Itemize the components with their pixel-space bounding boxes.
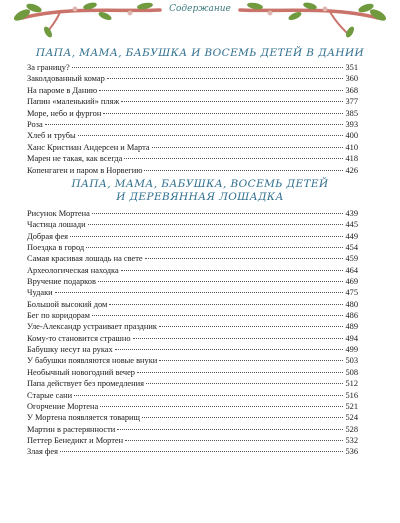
toc-entry-page: 532 <box>345 435 358 445</box>
dot-leader <box>86 241 343 248</box>
dot-leader <box>92 207 344 214</box>
toc-entry-title: Ханс Кристиан Андерсен и Марта <box>27 142 150 152</box>
toc-list-denmark <box>27 62 358 176</box>
toc-entry-page: 360 <box>345 74 358 84</box>
dot-leader <box>70 230 343 237</box>
dot-leader <box>137 366 343 373</box>
dot-leader <box>142 411 343 418</box>
toc-entry-page: 536 <box>345 447 358 457</box>
toc-entry-title: Огорчение Мортена <box>27 401 99 411</box>
dot-leader <box>98 275 344 282</box>
dot-leader <box>133 332 344 339</box>
dot-leader <box>159 320 343 327</box>
toc-entry-title: Уле-Александр устраивает праздник <box>27 322 157 332</box>
dot-leader <box>109 298 343 305</box>
toc-entry-page: 393 <box>345 120 358 130</box>
toc-entry-title: Море, небо и фургон <box>27 108 102 118</box>
toc-entry-page: 475 <box>345 288 358 298</box>
dot-leader <box>78 129 344 136</box>
dot-leader <box>144 164 343 171</box>
toc-entry-page: 524 <box>345 413 358 423</box>
dot-leader <box>72 61 344 68</box>
dot-leader <box>103 107 343 114</box>
toc-entry-title: За границу? <box>27 63 70 72</box>
dot-leader <box>121 264 344 271</box>
toc-entry[interactable] <box>27 165 358 176</box>
toc-entry-page: 377 <box>345 97 358 107</box>
toc-entry-title: Рисунок Мортена <box>27 209 90 218</box>
toc-entry-title: У Мортена появляется товарищ <box>27 413 140 423</box>
section-title-wooden-horse: ПАПА, МАМА, БАБУШКА, ВОСЕМЬ ДЕТЕЙ И ДЕРЕВЯННАЯ ЛОШАДКА <box>71 178 329 203</box>
toc-entry-page: 410 <box>345 142 358 152</box>
dot-leader <box>125 434 343 441</box>
toc-entry-page: 480 <box>345 299 358 309</box>
toc-entry-page: 489 <box>345 322 358 332</box>
toc-entry-title: Папа действует без промедления <box>27 379 144 389</box>
toc-entry-page: 418 <box>345 154 358 164</box>
toc-entry-page: 445 <box>345 220 358 230</box>
toc-entry-title: На пароме в Данию <box>27 85 98 95</box>
toc-entry-page: 368 <box>345 85 358 95</box>
dot-leader <box>45 118 344 125</box>
toc-entry-title: Марен не такая, как всегда <box>27 154 123 164</box>
toc-entry-title: Петтер Бенедикт и Мортен <box>27 435 124 445</box>
running-head: Содержание <box>169 4 231 14</box>
toc-entry-page: 499 <box>345 345 358 355</box>
toc-entry-title: Бег по коридорам <box>27 311 90 321</box>
dot-leader <box>55 286 344 293</box>
toc-entry-title: Хлеб и трубы <box>27 131 76 141</box>
toc-entry-title: Большой высокий дом <box>27 299 108 309</box>
dot-leader <box>146 377 343 384</box>
toc-entry-page: 459 <box>345 254 358 264</box>
toc-entry[interactable] <box>27 446 358 457</box>
toc-entry-page: 469 <box>345 277 358 287</box>
toc-entry-title: Добрая фея <box>27 231 69 241</box>
toc-entry-page: 400 <box>345 131 358 141</box>
toc-entry-page: 449 <box>345 231 358 241</box>
dot-leader <box>121 95 343 102</box>
toc-entry-title: Кому-то становится страшно <box>27 333 131 343</box>
toc-list-wooden-horse <box>27 208 358 458</box>
toc-entry-title: Мартин в растерянности <box>27 424 116 434</box>
dot-leader <box>159 354 343 361</box>
dot-leader <box>60 445 344 452</box>
toc-entry-page: 439 <box>345 209 358 218</box>
toc-entry-title: Самая красивая лошадь на свете <box>27 254 143 264</box>
toc-entry-page: 521 <box>345 401 358 411</box>
toc-entry-page: 512 <box>345 379 358 389</box>
toc-entry-title: Археологическая находка <box>27 265 119 275</box>
toc-entry-title: Копенгаген и паром в Норвегию <box>27 165 143 175</box>
toc-entry-title: Заколдованный комар <box>27 74 105 84</box>
dot-leader <box>117 423 343 430</box>
toc-entry-title: Старые сани <box>27 390 73 400</box>
toc-entry-title: Роза <box>27 120 43 130</box>
toc-entry-page: 454 <box>345 243 358 253</box>
toc-entry-title: Папин «маленький» пляж <box>27 97 120 107</box>
dot-leader <box>99 84 343 91</box>
dot-leader <box>145 252 344 259</box>
toc-entry-page: 426 <box>345 165 358 175</box>
toc-entry-page: 503 <box>345 356 358 366</box>
toc-entry-title: Необычный новогодний вечер <box>27 367 135 377</box>
toc-entry-title: Вручение подарков <box>27 277 96 287</box>
toc-entry-page: 385 <box>345 108 358 118</box>
toc-entry-title: Чудаки <box>27 288 53 298</box>
dot-leader <box>92 309 343 316</box>
toc-entry-page: 486 <box>345 311 358 321</box>
toc-entry-title: Поездка в город <box>27 243 85 253</box>
toc-entry-page: 508 <box>345 367 358 377</box>
toc-entry-page: 494 <box>345 333 358 343</box>
dot-leader <box>88 218 344 225</box>
toc-entry-page: 528 <box>345 424 358 434</box>
toc-entry-title: Злая фея <box>27 447 58 457</box>
dot-leader <box>115 343 344 350</box>
dot-leader <box>107 72 344 79</box>
dot-leader <box>124 152 343 159</box>
toc-entry-page: 516 <box>345 390 358 400</box>
dot-leader <box>152 141 344 148</box>
toc-entry-page: 351 <box>345 63 358 72</box>
toc-entry-title: У бабушки появляются новые внуки <box>27 356 158 366</box>
toc-entry-title: Бабушку несут на руках <box>27 345 113 355</box>
toc-entry-page: 464 <box>345 265 358 275</box>
section-title-denmark: ПАПА, МАМА, БАБУШКА И ВОСЕМЬ ДЕТЕЙ В ДАНИИ <box>35 47 365 59</box>
toc-entry-title: Частица лошади <box>27 220 86 230</box>
dot-leader <box>74 389 343 396</box>
dot-leader <box>100 400 343 407</box>
